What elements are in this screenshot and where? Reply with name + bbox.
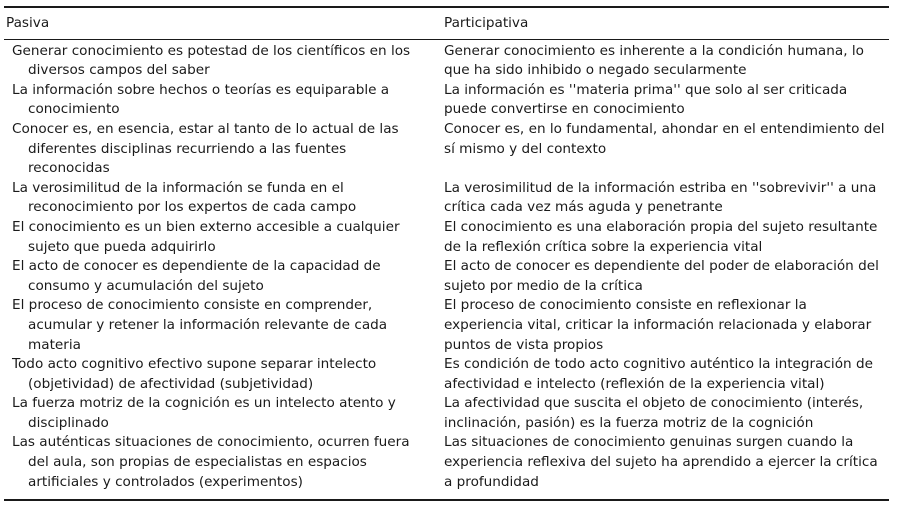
table-row (4, 81, 889, 120)
table-row (4, 394, 889, 433)
comparison-table (4, 6, 889, 501)
table-header (4, 7, 889, 39)
cell-pasiva: La verosimilitud de la información se funda en el reconocimiento por los expertos de cada campo (12, 179, 357, 216)
cell-participativa: El conocimiento es una elaboración propia del sujeto resultante de la reflexión crítica sobre la experiencia vital (444, 218, 878, 255)
table-row (4, 218, 889, 257)
table-body (4, 39, 889, 500)
table-row (4, 120, 889, 179)
cell-participativa: La información es ''materia prima'' que solo al ser criticada puede convertirse en conocimiento (444, 81, 848, 118)
table-row (4, 355, 889, 394)
cell-participativa: La afectividad que suscita el objeto de conocimiento (interés, inclinación, pasión) es la fuerza motriz de la cognición (444, 395, 864, 431)
table-row (4, 257, 889, 296)
cell-participativa: Generar conocimiento es inherente a la condición humana, lo que ha sido inhibido o negado secularmente (444, 42, 864, 79)
cell-participativa: Conocer es, en lo fundamental, ahondar en el entendimiento del sí mismo y del contexto (444, 120, 885, 157)
header-participativa: Participativa (444, 7, 889, 39)
cell-pasiva: La fuerza motriz de la cognición es un intelecto atento y disciplinado (12, 395, 396, 431)
cell-pasiva: Conocer es, en esencia, estar al tanto de lo actual de las diferentes disciplinas recurriendo a las fuentes reconocidas (12, 120, 399, 177)
cell-participativa: Las situaciones de conocimiento genuinas surgen cuando la experiencia reflexiva del sujeto ha aprendido a ejercer la crítica a profundidad (444, 433, 889, 500)
header-pasiva: Pasiva (4, 7, 444, 39)
cell-pasiva: Generar conocimiento es potestad de los científicos en los diversos campos del saber (12, 42, 411, 79)
cell-participativa: Es condición de todo acto cognitivo auténtico la integración de afectividad e intelecto (reflexión de la experiencia vital) (444, 356, 873, 392)
cell-pasiva: El conocimiento es un bien externo accesible a cualquier sujeto que pueda adquirirlo (12, 218, 400, 255)
header-row (4, 7, 889, 39)
cell-participativa: La verosimilitud de la información estriba en ''sobrevivir'' a una crítica cada vez más aguda y penetrante (444, 179, 877, 216)
cell-pasiva: El proceso de conocimiento consiste en comprender, acumular y retener la información relevante de cada materia (12, 297, 388, 353)
table-row (4, 296, 889, 355)
cell-pasiva: Las auténticas situaciones de conocimiento, ocurren fuera del aula, son propias de especialistas en espacios artificiales y controlados (experimentos) (4, 433, 444, 500)
cell-pasiva: El acto de conocer es dependiente de la capacidad de consumo y acumulación del sujeto (12, 258, 381, 294)
cell-participativa: El acto de conocer es dependiente del poder de elaboración del sujeto por medio de la crítica (444, 258, 879, 294)
table-row (4, 433, 889, 500)
table-row (4, 179, 889, 218)
cell-pasiva: La información sobre hechos o teorías es equiparable a conocimiento (12, 81, 390, 118)
table-row (4, 39, 889, 81)
cell-pasiva: Todo acto cognitivo efectivo supone separar intelecto (objetividad) de afectividad (subjetividad) (12, 356, 377, 392)
cell-participativa: El proceso de conocimiento consiste en reflexionar la experiencia vital, criticar la información relacionada y elaborar puntos de vista propios (444, 297, 872, 353)
